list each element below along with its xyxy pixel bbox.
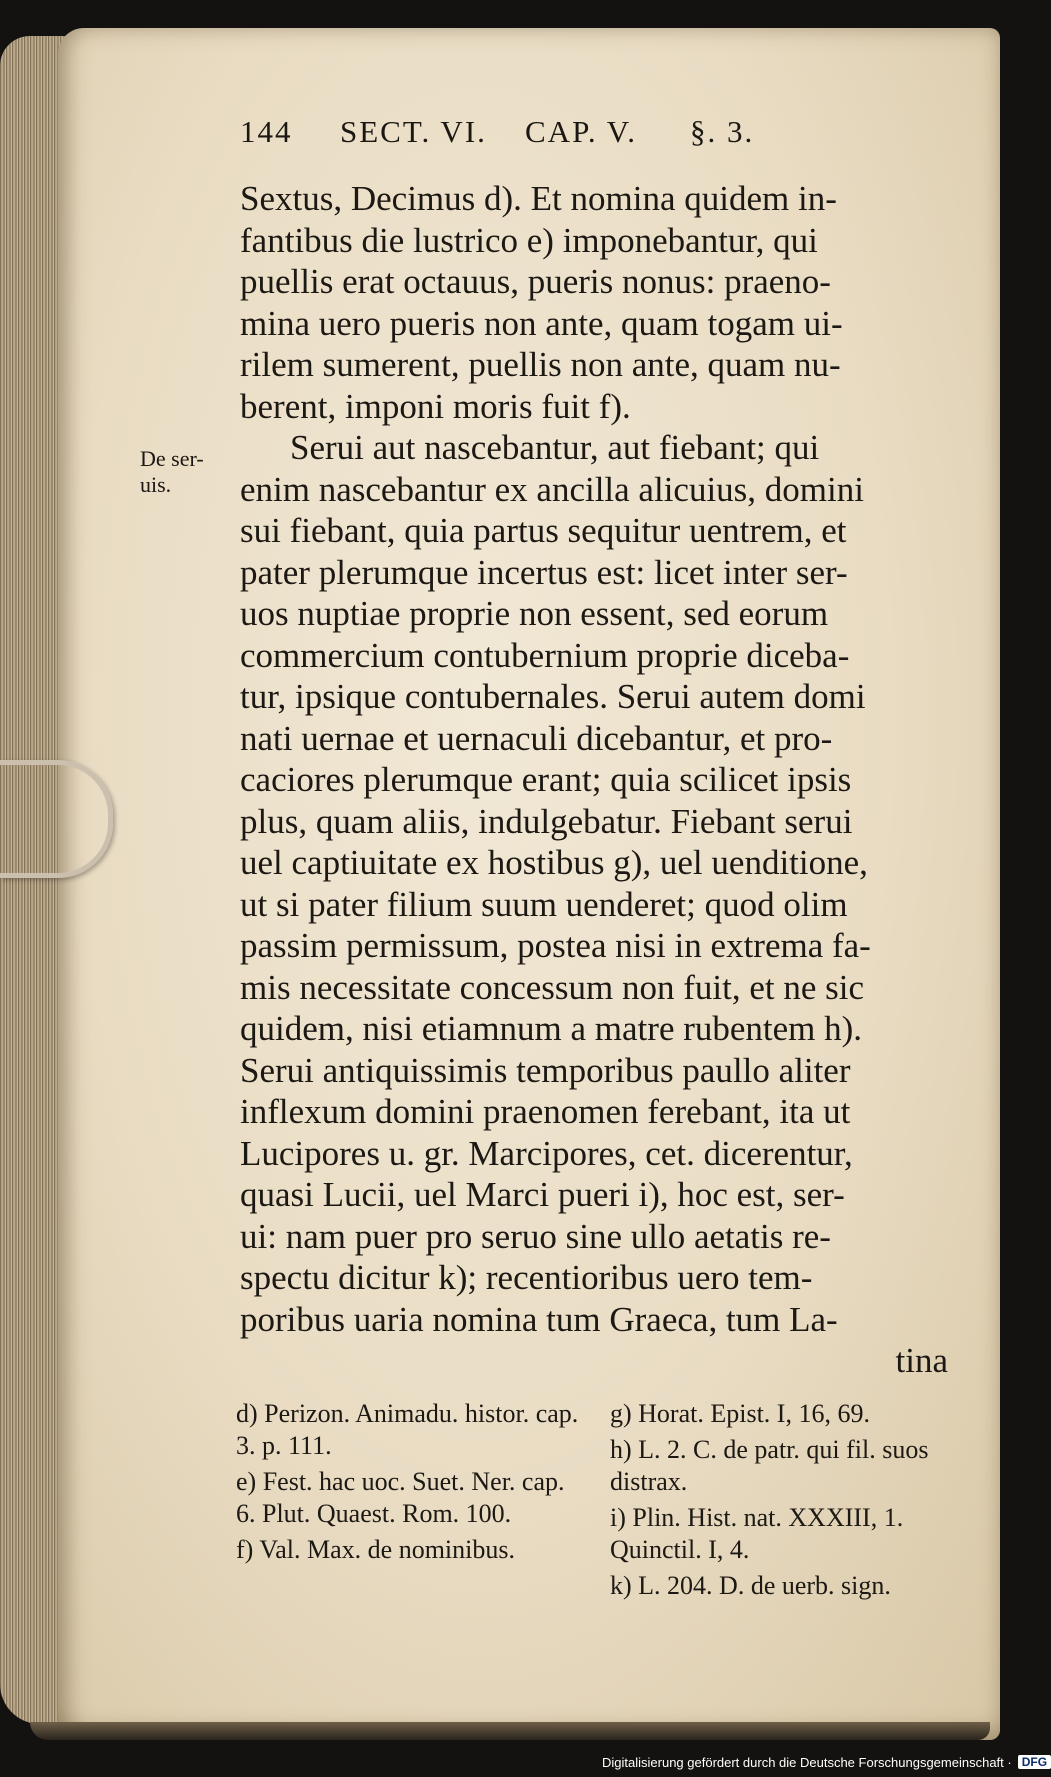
text-line: Serui antiquissimis temporibus paullo aliter [240,1050,851,1090]
text-line: mina uero pueris non ante, quam togam ui- [240,303,843,343]
text-line: enim nascebantur ex ancilla alicuius, domini [240,469,864,509]
text-line: nati uernae et uernaculi dicebantur, et pro- [240,718,833,758]
paper-clip-icon [0,760,113,878]
footnote: d) Perizon. Animadu. histor. cap. 3. p. 111. [236,1399,579,1460]
page-number: 144 [240,114,293,149]
text-line: quidem, nisi etiamnum a matre rubentem h). [240,1009,863,1048]
footer-text: Digitalisierung gefördert durch die Deutsche Forschungsgemeinschaft · [602,1754,1012,1770]
dfg-logo-icon: DFG [1018,1755,1051,1769]
marginal-note [140,446,240,498]
marginal-note-line: De ser- [140,446,204,471]
text-line: quasi Lucii, uel Marci pueri i), hoc est, ser- [240,1175,845,1214]
footnotes-left [236,1398,584,1570]
text-line: passim permissum, postea nisi in extrema fa- [240,926,871,965]
text-line: sui fiebant, quia partus sequitur uentrem, et [240,511,847,550]
text-line: spectu dicitur k); recentioribus uero tem- [240,1258,813,1297]
catchword: tina [895,1341,948,1380]
text-line: uel captiuitate ex hostibus g), uel uenditione, [240,843,868,882]
marginal-note-line: uis. [140,472,172,497]
header-paragraph: §. 3. [690,114,755,149]
text-line: mis necessitate concessum non fuit, et ne sic [240,967,865,1007]
text-line: tur, ipsique contubernales. Serui autem domi [240,677,866,716]
header-section: SECT. VI. [340,114,487,149]
text-line: Sextus, Decimus d). Et nomina quidem in- [240,179,837,218]
footnote: h) L. 2. C. de patr. qui fil. suos distrax. [610,1435,929,1496]
text-line: berent, imponi moris fuit f). [240,386,631,426]
text-line: inflexum domini praenomen ferebant, ita ut [240,1092,851,1131]
footnote: i) Plin. Hist. nat. XXXIII, 1. Quinctil. I, 4. [610,1503,904,1564]
text-line: poribus uaria nomina tum Graeca, tum La- [240,1299,838,1339]
text-line: Lucipores u. gr. Marcipores, cet. dicerentur, [240,1133,853,1173]
footnote: f) Val. Max. de nominibus. [236,1535,515,1564]
footnotes-right [610,1398,960,1606]
text-line: rilem sumerent, puellis non ante, quam nu- [240,345,841,384]
footnote: k) L. 204. D. de uerb. sign. [610,1571,891,1600]
text-line: pater plerumque incertus est: licet inter ser- [240,552,848,592]
text-line: ui: nam puer pro seruo sine ullo aetatis re- [240,1216,831,1256]
text-line: puellis erat octauus, pueris nonus: praeno- [240,262,831,301]
page-bottom-edge [30,1722,990,1740]
text-line: caciores plerumque erant; quia scilicet ipsis [240,760,852,799]
running-header [240,114,960,164]
header-chapter: CAP. V. [525,114,637,149]
text-line: fantibus die lustrico e) imponebantur, qui [240,220,818,260]
text-line: commercium contubernium proprie diceba- [240,635,850,675]
body-text [240,178,954,1382]
footnote: e) Fest. hac uoc. Suet. Ner. cap. 6. Plut. Quaest. Rom. 100. [236,1467,565,1528]
digitization-footer [602,1752,1048,1772]
text-line: Serui aut nascebantur, aut fiebant; qui [290,428,820,467]
text-line: plus, quam aliis, indulgebatur. Fiebant serui [240,801,853,841]
footnote: g) Horat. Epist. I, 16, 69. [610,1399,870,1428]
text-line: uos nuptiae proprie non essent, sed eorum [240,594,829,633]
text-line: ut si pater filium suum uenderet; quod olim [240,884,848,924]
